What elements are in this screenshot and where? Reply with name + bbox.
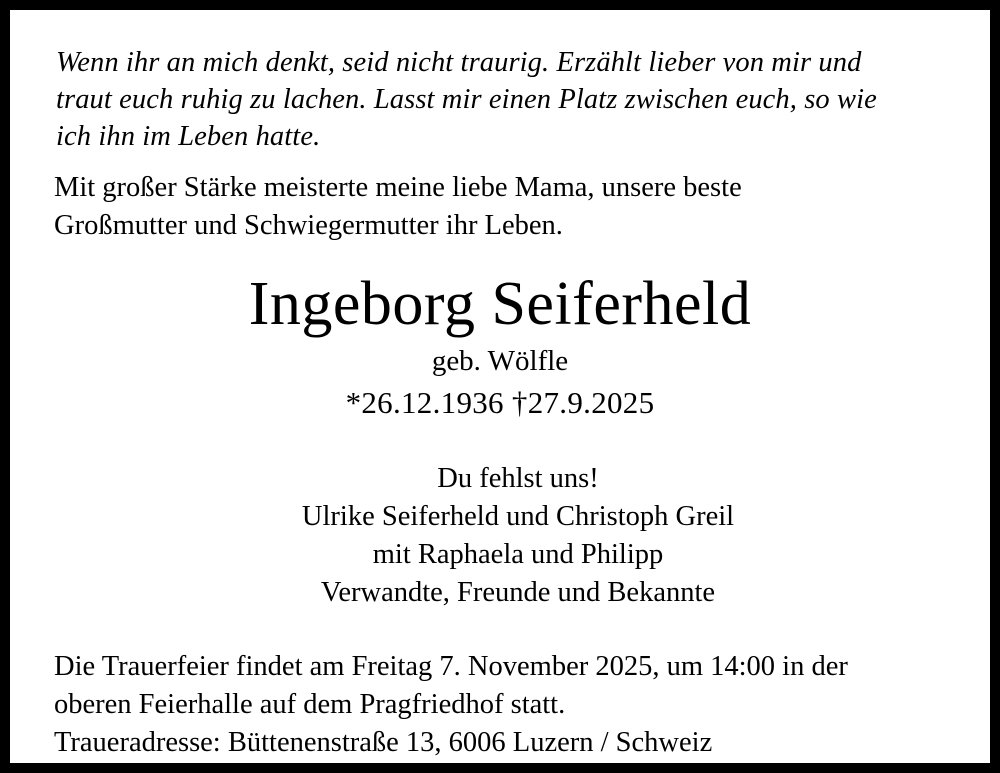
intro-line-2: Großmutter und Schwiegermutter ihr Leben. xyxy=(54,209,563,241)
mourner-line-3: mit Raphaela und Philipp xyxy=(372,539,664,571)
deceased-name: Ingeborg Seiferheld xyxy=(248,270,752,339)
deceased-name-block xyxy=(52,272,948,422)
memorial-verse xyxy=(52,44,948,155)
intro-text xyxy=(52,169,948,244)
verse-line-2: traut euch ruhig zu lachen. Lasst mir einen Platz zwischen euch, so wie xyxy=(56,84,877,116)
funeral-line-1: Die Trauerfeier findet am Freitag 7. November 2025, um 14:00 in der xyxy=(54,651,848,683)
life-dates: *26.12.1936 †27.9.2025 xyxy=(345,384,655,420)
verse-line-1: Wenn ihr an mich denkt, seid nicht traurig. Erzählt lieber von mir und xyxy=(56,47,862,78)
mourner-line-4: Verwandte, Freunde und Bekannte xyxy=(320,577,716,609)
mourning-address: Traueradresse: Büttenenstraße 13, 6006 Luzern / Schweiz xyxy=(54,726,713,758)
notice-content xyxy=(10,10,990,763)
funeral-details xyxy=(52,648,948,762)
funeral-line-2: oberen Feierhalle auf dem Pragfriedhof statt. xyxy=(54,688,566,720)
mourner-line-2: Ulrike Seiferheld und Christoph Greil xyxy=(301,501,735,533)
mourners-block xyxy=(52,460,948,612)
maiden-name: geb. Wölfle xyxy=(431,345,569,378)
verse-line-3: ich ihn im Leben hatte. xyxy=(56,121,321,153)
mourner-line-1: Du fehlst uns! xyxy=(437,463,599,495)
intro-line-1: Mit großer Stärke meisterte meine liebe Mama, unsere beste xyxy=(54,172,742,204)
